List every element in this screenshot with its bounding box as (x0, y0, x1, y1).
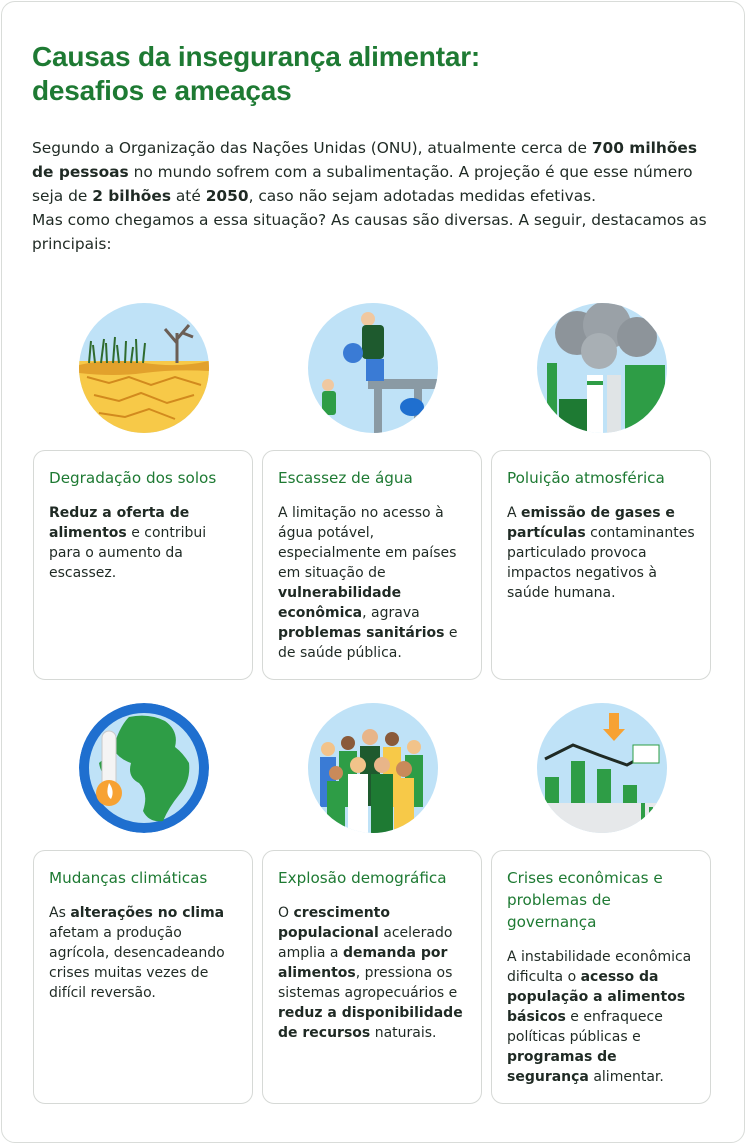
card-text (507, 947, 696, 1087)
card-soil-degradation (33, 450, 253, 680)
card-text (49, 903, 238, 1003)
body-text: O (278, 905, 294, 921)
body-text: A instabilidade econômica dificulta o (507, 949, 692, 985)
card-title: Crises econômicas e problemas de governança (507, 869, 663, 931)
card-title: Mudanças climáticas (49, 869, 208, 887)
body-text: , pressiona os sistemas agropecuários e (278, 965, 458, 1001)
highlight-text: acesso da população a alimentos básicos (507, 969, 686, 1025)
highlight-text: problemas sanitários (278, 625, 445, 641)
highlight-text: 700 milhões de pessoas (32, 139, 698, 181)
card-water-scarcity (262, 450, 482, 680)
highlight-text: demanda por alimentos (278, 945, 448, 981)
body-text: e de saúde pública. (278, 625, 458, 661)
dry-soil-icon (79, 303, 209, 433)
highlight-text: programas de segurança (507, 1049, 617, 1085)
highlight-text: Reduz a oferta de alimentos (49, 505, 190, 541)
highlight-text: reduz a disponibilidade de recursos (278, 1005, 463, 1041)
body-text: contaminantes particulado provoca impactos negativos à saúde humana. (507, 525, 695, 601)
highlight-text: 2050 (205, 187, 249, 205)
body-text: Segundo a Organização das Nações Unidas (ONU), atualmente cerca de (32, 139, 592, 157)
title-line-2: desafios e ameaças (32, 75, 292, 106)
card-air-pollution (491, 450, 711, 680)
card-text (507, 503, 696, 603)
body-text: e contribui para o aumento da escassez. (49, 525, 207, 581)
economic-chart-icon (537, 703, 667, 833)
intro-text (32, 136, 712, 256)
water-scarcity-icon (308, 303, 438, 433)
body-text: alimentar. (588, 1069, 664, 1085)
title-colon: : (470, 41, 481, 72)
card-population-growth (262, 850, 482, 1104)
crowd-icon (308, 703, 438, 833)
highlight-text: crescimento populacional (278, 905, 390, 941)
globe-thermometer-icon (79, 703, 209, 833)
highlight-text: alterações no clima (70, 905, 225, 921)
card-economic-crises (491, 850, 711, 1104)
card-title: Degradação dos solos (49, 469, 217, 487)
intro-paragraph-1 (32, 136, 712, 208)
body-text: , caso não sejam adotadas medidas efetivas. (248, 187, 597, 205)
body-text: afetam a produção agrícola, desencadeando crises muitas vezes de difícil reversão. (49, 925, 225, 1001)
body-text: As (49, 905, 71, 921)
body-text: acelerado amplia a (278, 925, 453, 961)
body-text: A (507, 505, 522, 521)
body-text: até (170, 187, 206, 205)
factory-smoke-icon (537, 303, 667, 433)
card-text (278, 903, 467, 1043)
card-text (49, 503, 238, 583)
card-title: Poluição atmosférica (507, 469, 665, 487)
highlight-text: emissão de gases e partículas (507, 505, 675, 541)
highlight-text: vulnerabilidade econômica (278, 585, 402, 621)
card-title: Explosão demográfica (278, 869, 447, 887)
body-text: naturais. (370, 1025, 437, 1041)
intro-paragraph-2: Mas como chegamos a essa situação? As causas são diversas. A seguir, destacamos as principais: (32, 211, 707, 253)
title-prefix: Causas da (32, 41, 178, 72)
body-text: A limitação no acesso à água potável, especialmente em países em situação de (278, 505, 457, 581)
body-text: e enfraquece políticas públicas e (507, 1009, 663, 1045)
body-text: , agrava (362, 605, 420, 621)
card-title: Escassez de água (278, 469, 413, 487)
page-title (32, 40, 692, 108)
card-text (278, 503, 467, 663)
body-text: no mundo sofrem com a subalimentação. A projeção é que esse número seja de (32, 163, 693, 205)
highlight-text: 2 bilhões (92, 187, 171, 205)
card-climate-change (33, 850, 253, 1104)
title-highlight: insegurança alimentar (177, 41, 471, 72)
